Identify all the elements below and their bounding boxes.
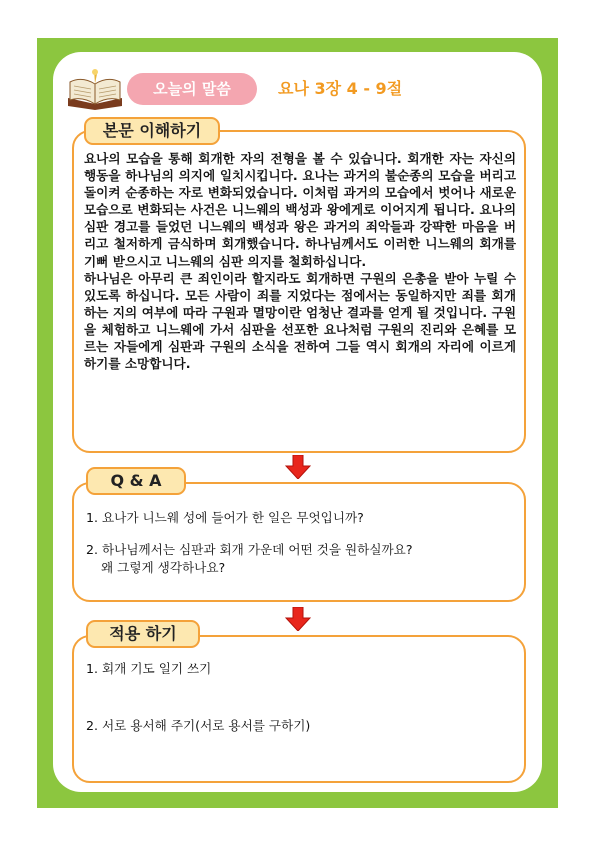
apply-item: 2. 서로 용서해 주기(서로 용서를 구하기) <box>86 718 311 733</box>
apply-item: 1. 회개 기도 일기 쓰기 <box>86 661 212 676</box>
open-bible-icon <box>64 68 126 110</box>
understanding-body <box>84 150 516 372</box>
understanding-paragraph: 하나님은 아무리 큰 죄인이라 할지라도 회개하면 구원의 은총을 받아 누릴 수 있도록 하십니다. 모든 사람이 죄를 지었다는 점에서는 동일하지만 죄를 회개하는 지의 여부에 따라 구원과 멸망이란 엄청난 결과를 얻게 될 것입니다. 구원을 체험하고 니느웨에 가서 심판을 선포한 요나처럼 구원의 진리와 은혜를 모르는 자들에게 심판과 구원의 소식을 전하여 그들 역시 회개의 자리에 이르게 하기를 소망합니다. <box>84 270 516 372</box>
understanding-title: 본문 이해하기 <box>84 117 220 145</box>
apply-title: 적용 하기 <box>86 620 200 648</box>
down-arrow-icon <box>285 455 311 479</box>
scripture-reference: 요나 3장 4 - 9절 <box>278 79 403 98</box>
qa-question: 2. 하나님께서는 심판과 회개 가운데 어떤 것을 원하실까요? <box>86 542 413 557</box>
qa-question: 1. 요나가 니느웨 성에 들어가 한 일은 무엇입니까? <box>86 510 364 525</box>
down-arrow-icon <box>285 607 311 631</box>
qa-title: Q & A <box>86 467 186 495</box>
daily-word-label: 오늘의 말씀 <box>127 73 257 105</box>
qa-question-continued: 왜 그렇게 생각하나요? <box>101 560 226 575</box>
understanding-paragraph: 요나의 모습을 통해 회개한 자의 전형을 볼 수 있습니다. 회개한 자는 자신의 행동을 하나님의 의지에 일치시킵니다. 요나는 과거의 불순종의 모습을 버리고 돌이켜 순종하는 자로 변화되었습니다. 이처럼 과거의 모습에서 벗어나 새로운 모습으로 변화되는 사건은 니느웨의 백성과 왕에게로 이어지게 됩니다. 요나의 심판 경고를 들었던 니느웨의 백성과 왕은 과거의 죄악들과 강퍅한 마음을 버리고 철저하게 금식하며 회개했습니다. 하나님께서도 이러한 니느웨의 회개를 기뻐 받으시고 니느웨의 심판 의지를 철회하십니다. <box>84 151 516 269</box>
apply-section <box>72 635 526 783</box>
